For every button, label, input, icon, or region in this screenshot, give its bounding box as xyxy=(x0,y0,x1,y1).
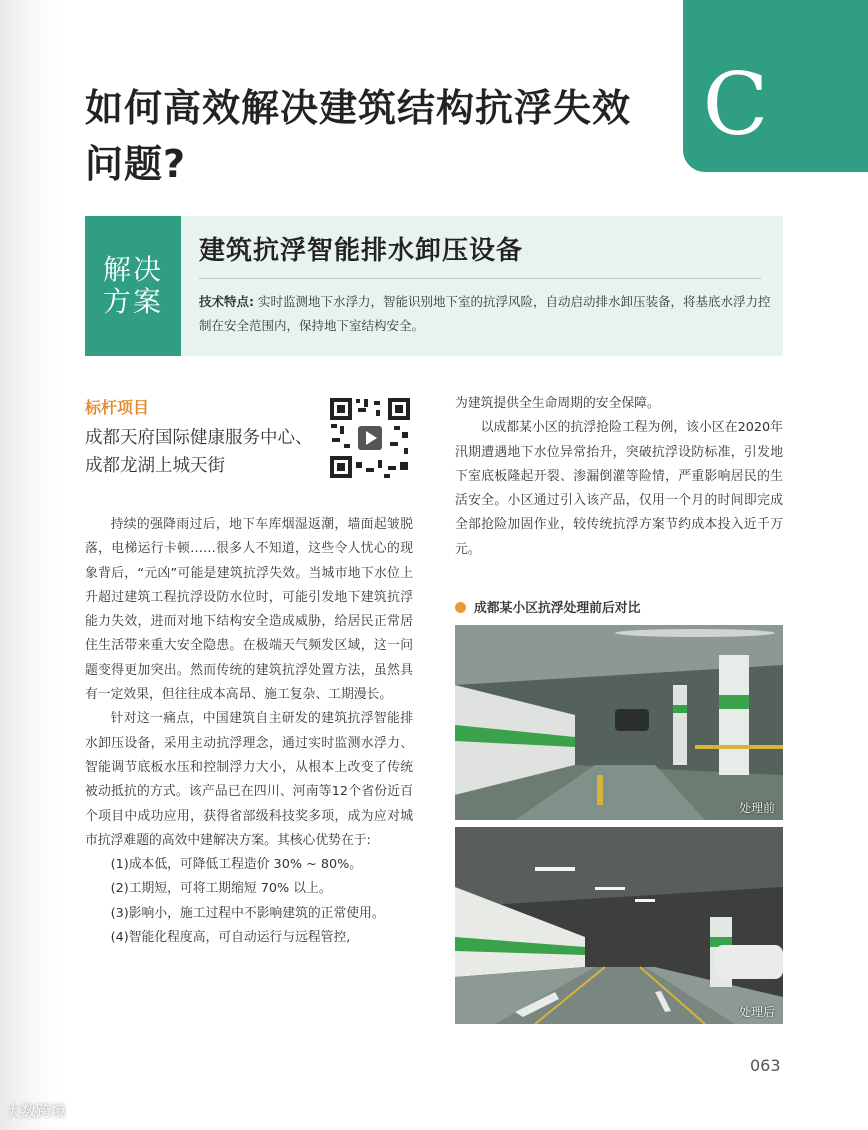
left-column xyxy=(85,513,413,950)
paragraph: 针对这一痛点，中国建筑自主研发的建筑抗浮智能排水卸压设备，采用主动抗浮理念，通过实时监测水浮力、智能调节底板水压和控制浮力大小，从根本上改变了传统被动抵抗的方式。该产品已在四川、河南等12个省份近百个项目中成功应用，获得省部级科技奖多项，成为应对城市抗浮难题的高效中建解决方案。其核心优势在于: xyxy=(85,711,413,848)
bullet-icon xyxy=(455,602,466,613)
photo-caption xyxy=(455,597,640,616)
benchmark-projects: 成都天府国际健康服务中心、成都龙湖上城天街 xyxy=(85,428,313,476)
tech-label: 技术特点: xyxy=(199,294,254,309)
tech-text: 实时监测地下水浮力，智能识别地下室的抗浮风险，自动启动排水卸压装备，将基底水浮力控制在安全范围内，保持地下室结构安全。 xyxy=(199,294,771,333)
photo-after xyxy=(455,827,783,1024)
section-letter: C xyxy=(702,55,769,155)
badge-line-2: 方案 xyxy=(102,285,163,318)
paragraph: 持续的强降雨过后，地下车库烟湿返潮，墙面起皱脱落，电梯运行卡顿……很多人不知道，这些令人忧心的现象背后，“元凶”可能是建筑抗浮失效。当城市地下水位上升超过建筑工程抗浮设防水位时，可能引发地下建筑抗浮能力失效，进而对地下结构安全造成威胁，给居民正常居住生活带来重大安全隐患。在极端天气频发区域，这一问题变得更加突出。然而传统的建筑抗浮处置方法，虽然具有一定效果，但往往成本高昂、施工复杂、工期漫长。 xyxy=(85,517,413,703)
advantage-item: (3)影响小，施工过程中不影响建筑的正常使用。 xyxy=(110,905,385,921)
solution-badge xyxy=(85,216,181,356)
benchmark-label: 标杆项目 xyxy=(85,398,150,417)
photo-before-label: 处理前 xyxy=(738,801,775,815)
garage-after-image xyxy=(455,827,783,1024)
paragraph: 以成都某小区的抗浮抢险工程为例，该小区在2020年汛期遭遇地下水位异常抬升，突破抗浮设防标准，引发地下室底板隆起开裂、渗漏倒灌等险情，严重影响居民的生活安全。小区通过引入该产品，仅用一个月的时间即完成全部抢险加固作业，较传统抗浮方案节约成本投入近千万元。 xyxy=(455,420,783,557)
tech-features xyxy=(199,290,771,338)
paragraph: 为建筑提供全生命周期的安全保障。 xyxy=(455,396,660,411)
photo-caption-text: 成都某小区抗浮处理前后对比 xyxy=(474,601,641,616)
photo-before xyxy=(455,625,783,820)
solution-title: 建筑抗浮智能排水卸压设备 xyxy=(199,236,524,266)
page-title: 如何高效解决建筑结构抗浮失效问题? xyxy=(85,86,632,186)
solution-box xyxy=(85,216,783,356)
right-column xyxy=(455,392,783,562)
advantage-item: (4)智能化程度高，可自动运行与远程管控, xyxy=(110,930,351,946)
watermark: 大数跨境 xyxy=(6,1102,67,1120)
advantage-item: (2)工期短，可将工期缩短 70% 以上。 xyxy=(110,881,332,897)
page-number: 063 xyxy=(750,1056,781,1075)
badge-line-1: 解决 xyxy=(102,253,163,286)
divider xyxy=(199,278,761,279)
advantage-item: (1)成本低，可降低工程造价 30% ~ 80%。 xyxy=(110,857,363,873)
qr-code-icon[interactable] xyxy=(328,396,412,480)
garage-before-image xyxy=(455,625,783,820)
section-tab xyxy=(683,0,868,172)
photo-after-label: 处理后 xyxy=(738,1005,775,1019)
